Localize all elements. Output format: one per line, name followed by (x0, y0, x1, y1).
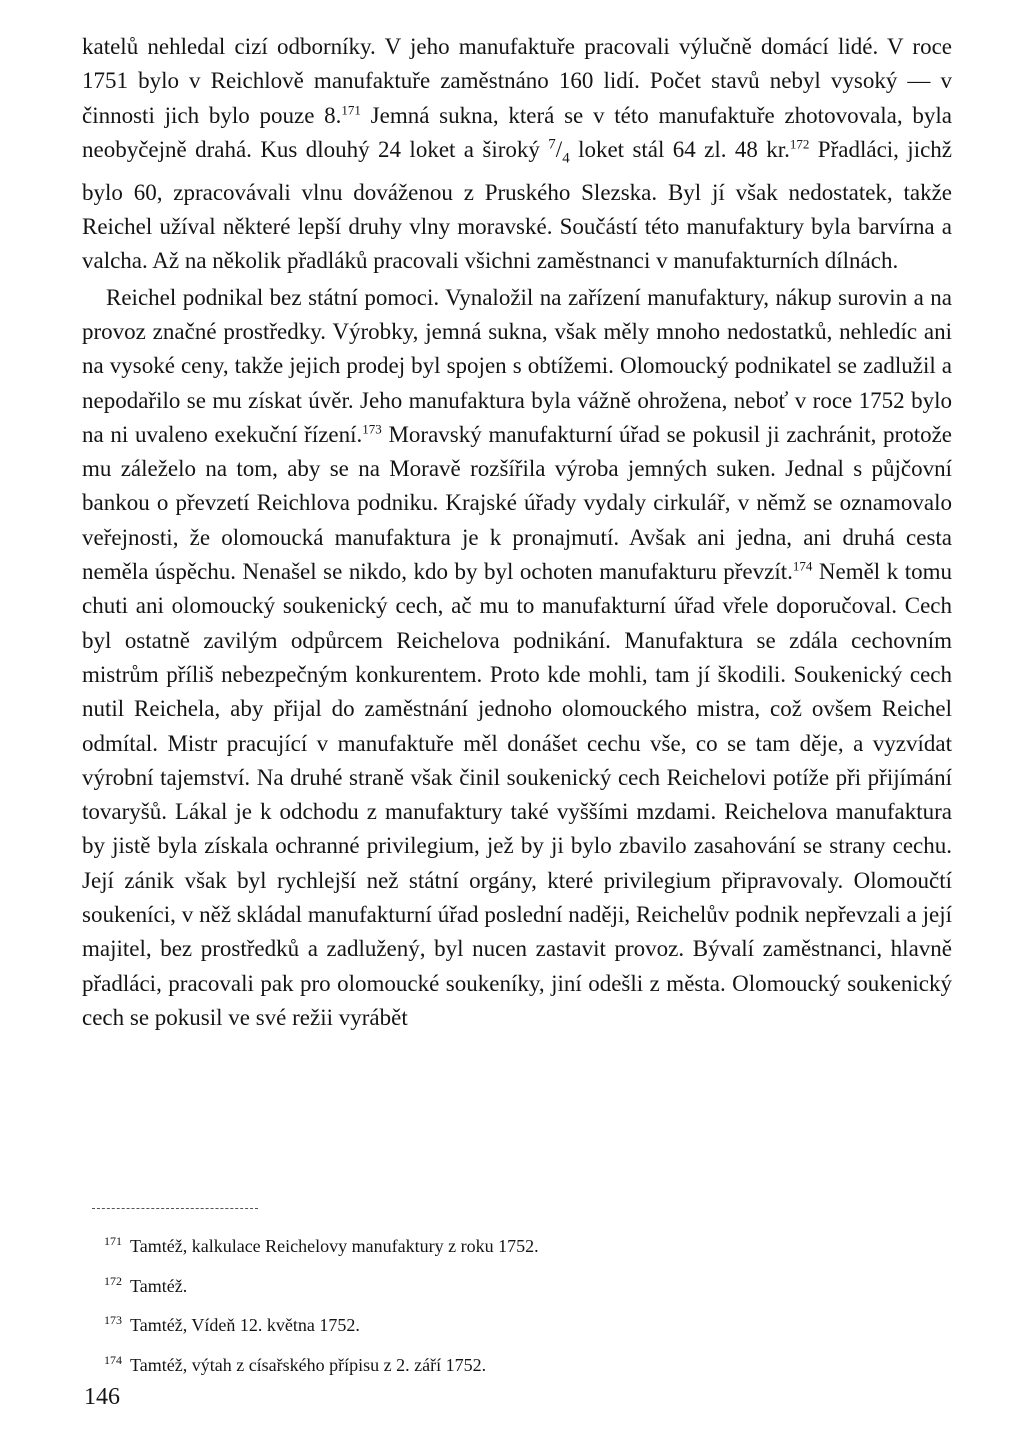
paragraph-1: katelů nehledal cizí odborníky. V jeho manufaktuře pracovali výlučně domácí lidé. V roce 1751 bylo v Reichlově manufaktuře zaměstnáno 160 lidí. Počet stavů nebyl vysoký — v činnosti jich bylo pouze 8.$^{171}$ Jemná sukna, která se v této manufaktuře zhotovovala, byla neobyčejně drahá. Kus dlouhý 24 loket a široký $^7/_4$ loket stál 64 zl. 48 kr.$^{172}$ Přadláci, jichž bylo 60, zpracovávali vlnu dováženou z Pruského Slezska. Byl jí však nedostatek, takže Reichel užíval některé lepší druhy vlny moravské. Součástí této manufaktury byla barvírna a valcha. Až na několik přadláků pracovali všichni zaměstnanci v manufakturních dílnách. (82, 34, 952, 274)
p1-text-b: Jemná sukna, která se v této manufaktuře zhotovovala, byla neobyčejně drahá. Kus dlouhý 24 loket a široký (82, 102, 952, 162)
p2-text-a: Reichel podnikal bez státní pomoci. Vynaložil na zařízení manufaktury, nákup surovin a na provoz značné prostředky. Výrobky, jemná sukna, však měly mnoho nedostatků, nehledíc ani na vysoké ceny, takže jejich prodej byl spojen s obtížemi. Olomoucký podnikatel se zadlužil a nepodařilo se mu získat úvěr. Jeho manufaktura byla vážně ohrožena, neboť v roce 1752 bylo na ni uvaleno exekuční řízení. (82, 284, 952, 447)
footnote-text: Tamtéž, kalkulace Reichelovy manufaktury z roku 1752. (130, 1236, 539, 1256)
footnote-171 (104, 1232, 804, 1255)
footnote-ref-172[interactable]: 172 (789, 136, 810, 152)
p1-text-d: Přadláci, jichž bylo 60, zpracovávali vlnu dováženou z Pruského Slezska. Byl jí však nedostatek, takže Reichel užíval některé lepší druhy vlny moravské. Součástí této manufaktury byla barvírna a valcha. Až na několik přadláků pracovali všichni zaměstnanci v manufakturních dílnách. (82, 136, 952, 274)
p2-text-b: Moravský manufakturní úřad se pokusil ji zachránit, protože mu záleželo na tom, aby se na Moravě rozšířila výroba jemných suken. Jednal s půjčovní bankou o převzetí Reichlova podniku. Krajské úřady vydaly cirkulář, v němž se oznamovalo veřejnosti, že olomoucká manufaktura je k pronajmutí. Avšak ani jedna, ani druhá cesta neměla úspěchu. Nenašel se nikdo, kdo by byl ochoten manufakturu převzít. (82, 421, 953, 585)
footnote-number: 172 (104, 1273, 122, 1288)
p1-text-c: loket stál 64 zl. 48 kr. (569, 136, 790, 162)
footnote-172 (104, 1272, 804, 1295)
footnote-separator (92, 1208, 258, 1209)
paragraph-2 (82, 281, 952, 1036)
footnote-text: Tamtéž, Vídeň 12. května 1752. (130, 1315, 360, 1335)
fraction-numerator: 7 (548, 136, 556, 153)
footnote-text: Tamtéž. (130, 1275, 188, 1296)
page-number: 146 (84, 1384, 120, 1410)
footnote-number: 174 (104, 1352, 122, 1367)
footnote-173 (104, 1311, 804, 1334)
p1-text-a: katelů nehledal cizí odborníky. V jeho manufaktuře pracovali výlučně domácí lidé. V roce 1751 bylo v Reichlově manufaktuře zaměstnáno 160 lidí. Počet stavů nebyl vysoký — v činnosti jich bylo pouze 8. (82, 34, 952, 128)
fraction-denominator: 4 (562, 150, 570, 167)
footnote-ref-173[interactable]: 173 (362, 421, 382, 437)
footnote-number: 173 (104, 1313, 122, 1327)
footnote-174 (104, 1351, 804, 1374)
page-body (82, 30, 952, 1035)
p2-text-c: Neměl k tomu chuti ani olomoucký soukenický cech, ač mu to manufakturní úřad vřele doporučoval. Cech byl ostatně zavilým odpůrcem Reichelova podnikání. Manufaktura se zdála cechovním mistrům příliš nebezpečným konkurentem. Proto kde mohli, tam jí škodili. Soukenický cech nutil Reichela, aby přijal do zaměstnání jednoho olomouckého mistra, což ovšem Reichel odmítal. Mistr pracující v manufaktuře měl donášet cechu vše, co se tam děje, a vyzvídat výrobní tajemství. Na druhé straně však činil soukenický cech Reichelovi potíže při přijímání tovaryšů. Lákal je k odchodu z manufaktury také vyššími mzdami. Reichelova manufaktura by jistě byla získala ochranné privilegium, jež by ji bylo zbavilo zasahování se strany cechu. Její zánik však byl rychlejší než státní orgány, které privilegium připravovaly. Olomoučtí soukeníci, v něž skládal manufakturní úřad poslední naději, Reichelův podnik nepřevzali a její majitel, bez prostředků a zadlužený, byl nucen zastavit provoz. Bývalí zaměstnanci, hlavně přadláci, pracovali pak pro olomoucké soukeníky, jiní odešli z města. Olomoucký soukenický cech se pokusil ve své režii vyrábět (82, 559, 953, 1030)
footnotes (104, 1232, 804, 1390)
footnote-number: 171 (104, 1234, 122, 1248)
footnote-text: Tamtéž, výtah z císařského přípisu z 2. září 1752. (130, 1354, 487, 1375)
footnote-ref-174[interactable]: 174 (792, 558, 813, 574)
footnote-ref-171[interactable]: 171 (341, 101, 361, 117)
